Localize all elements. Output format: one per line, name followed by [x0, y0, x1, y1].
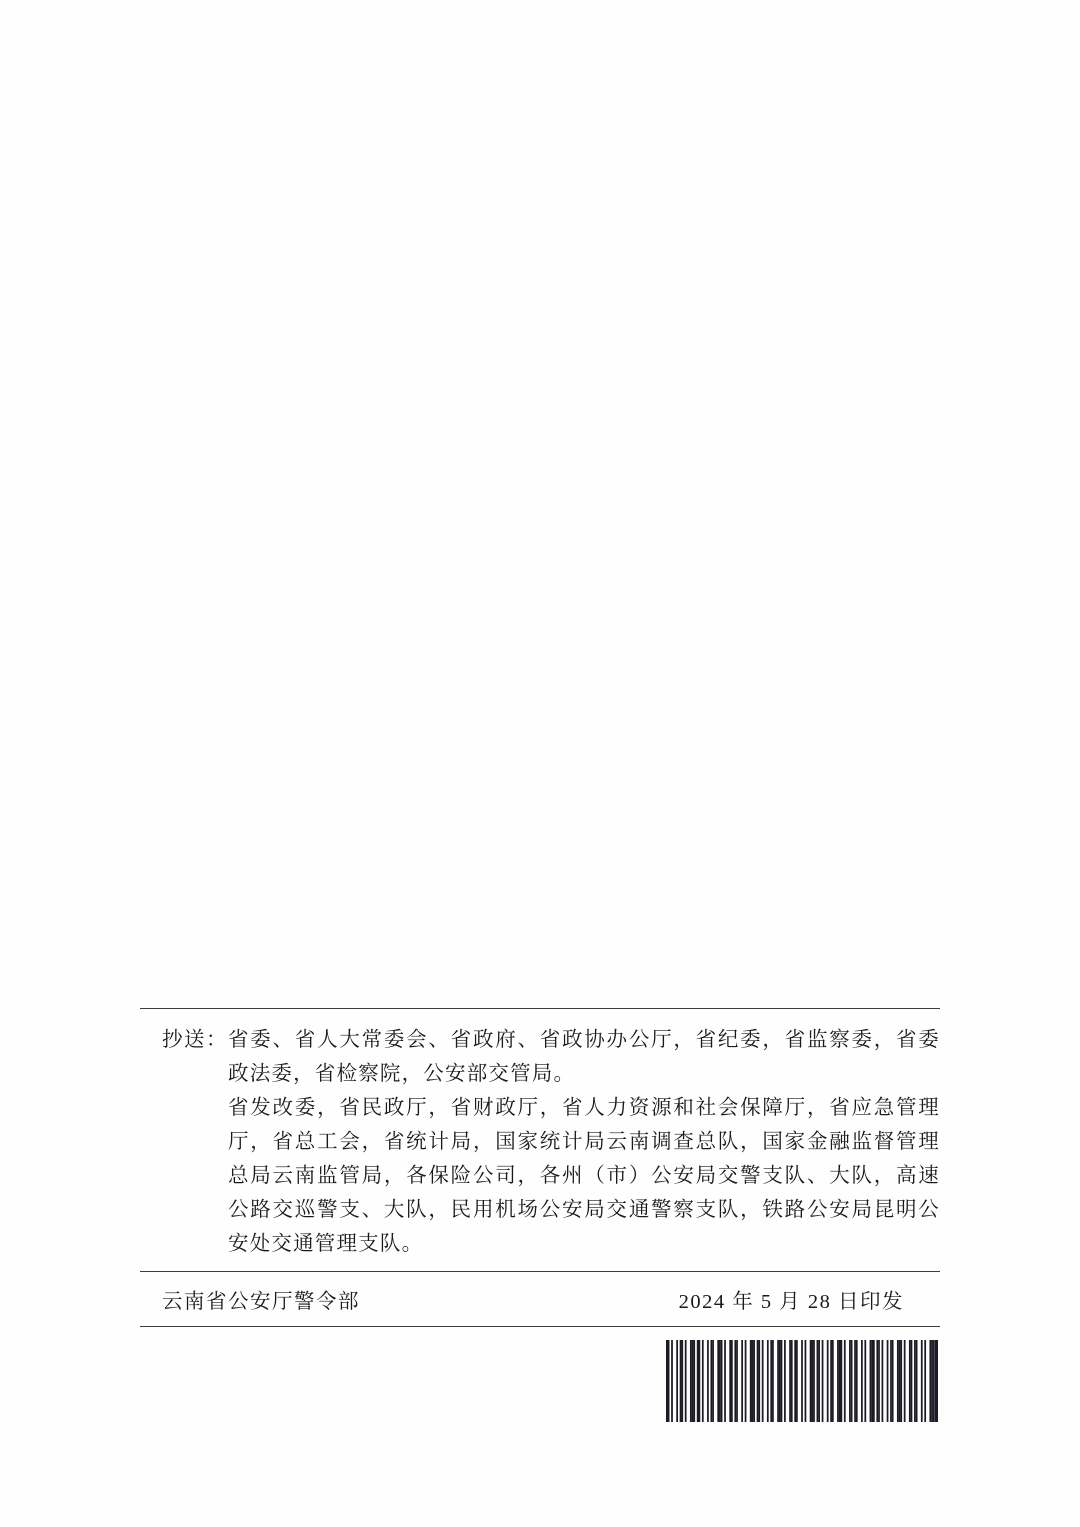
document-footer-block	[140, 1008, 940, 1327]
issue-date: 2024 年 5 月 28 日印发	[678, 1291, 904, 1313]
barcode-container	[666, 1340, 938, 1422]
barcode-image	[666, 1340, 938, 1422]
footer-bottom-divider	[140, 1326, 940, 1327]
document-body-blank-area	[140, 60, 940, 1000]
carbon-copy-paragraph-2: 省发改委，省民政厅，省财政厅，省人力资源和社会保障厅，省应急管理厅，省总工会，省统计局，国家统计局云南调查总队，国家金融监督管理总局云南监管局，各保险公司，各州（市）公安局交警支队、大队，高速公路交巡警支、大队，民用机场公安局交通警察支队，铁路公安局昆明公安处交通管理支队。	[228, 1097, 940, 1255]
carbon-copy-recipients	[228, 1023, 940, 1261]
issuer-row	[140, 1272, 940, 1326]
carbon-copy-section	[140, 1009, 940, 1271]
issuing-department: 云南省公安厅警令部	[162, 1291, 360, 1313]
carbon-copy-label: 抄送：	[162, 1029, 228, 1051]
carbon-copy-paragraph-1: 省委、省人大常委会、省政府、省政协办公厅，省纪委，省监察委，省委政法委，省检察院，公安部交管局。	[228, 1029, 940, 1085]
